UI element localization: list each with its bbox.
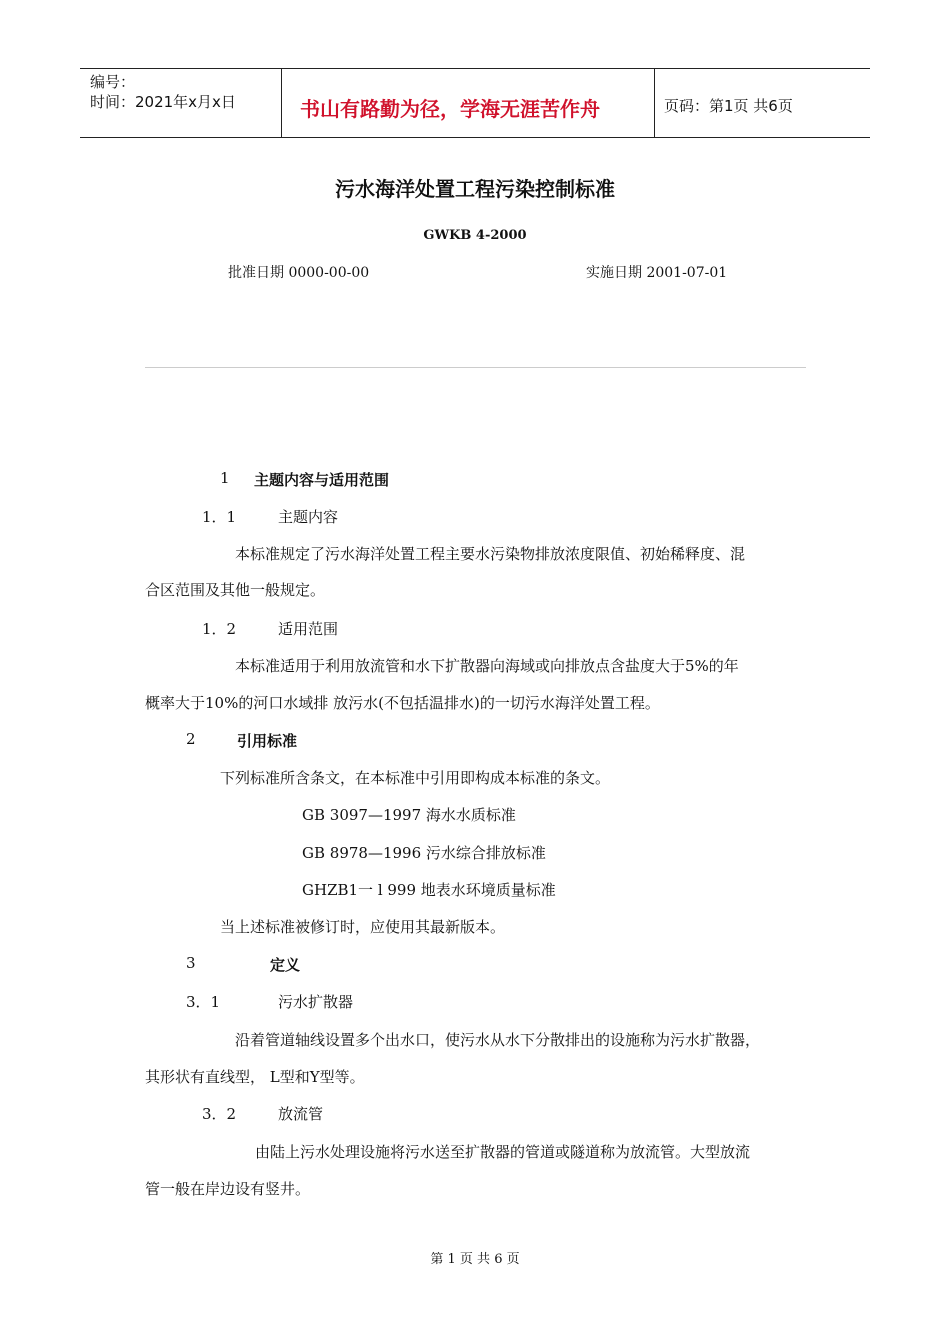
section-3-heading: 定义	[270, 956, 301, 974]
paragraph-line: 当上述标准被修订时，应使用其最新版本。	[220, 918, 506, 936]
header-page-info: 页码：第1页 共6页	[664, 97, 793, 115]
paragraph-line: 下列标准所含条文，在本标准中引用即构成本标准的条文。	[220, 769, 611, 787]
document-number-label: 编号：	[90, 73, 136, 91]
paragraph-line: 其形状有直线型， L型和Y型等。	[145, 1068, 365, 1086]
approve-date: 批准日期 0000-00-00	[228, 265, 370, 281]
section-1-heading: 主题内容与适用范围	[254, 471, 390, 489]
section-1-2-heading: 适用范围	[278, 620, 339, 638]
paragraph-line: 管一般在岸边设有竖井。	[145, 1180, 311, 1198]
section-3-2-number: 3．2	[202, 1105, 237, 1123]
section-1-number: 1	[220, 469, 230, 487]
page-footer: 第 1 页 共 6 页	[430, 1252, 520, 1267]
document-title: 污水海洋处置工程污染控制标准	[335, 177, 615, 201]
document-code: GWKB 4-2000	[423, 228, 527, 243]
section-1-1-heading: 主题内容	[278, 508, 339, 526]
page-header-box	[80, 68, 870, 138]
section-2-heading: 引用标准	[237, 732, 298, 750]
header-motto: 书山有路勤为径，学海无涯苦作舟	[300, 97, 600, 121]
section-3-number: 3	[186, 954, 196, 972]
header-divider	[654, 69, 655, 137]
section-3-2-heading: 放流管	[278, 1105, 324, 1123]
section-3-1-number: 3．1	[186, 993, 221, 1011]
section-1-2-number: 1．2	[202, 620, 237, 638]
reference-standard: GB 8978—1996 污水综合排放标准	[302, 844, 546, 862]
paragraph-line: 本标准适用于利用放流管和水下扩散器向海域或向排放点含盐度大于5%的年	[235, 657, 739, 675]
reference-standard: GHZB1一 l 999 地表水环境质量标准	[302, 881, 556, 899]
header-meta	[90, 72, 236, 112]
paragraph-line: 由陆上污水处理设施将污水送至扩散器的管道或隧道称为放流管。大型放流	[255, 1143, 751, 1161]
paragraph-line: 概率大于10%的河口水域排 放污水(不包括温排水)的一切污水海洋处置工程。	[145, 694, 660, 712]
section-3-1-heading: 污水扩散器	[278, 993, 354, 1011]
paragraph-line: 合区范围及其他一般规定。	[145, 581, 326, 599]
effective-date: 实施日期 2001-07-01	[586, 265, 728, 281]
reference-standard: GB 3097—1997 海水水质标准	[302, 806, 516, 824]
paragraph-line: 本标准规定了污水海洋处置工程主要水污染物排放浓度限值、初始稀释度、混	[235, 545, 746, 563]
paragraph-line: 沿着管道轴线设置多个出水口，使污水从水下分散排出的设施称为污水扩散器，	[235, 1031, 761, 1049]
section-2-number: 2	[186, 730, 196, 748]
document-time-label: 时间：2021年x月x日	[90, 93, 236, 111]
section-1-1-number: 1．1	[202, 508, 237, 526]
header-divider	[281, 69, 282, 137]
divider-line	[145, 367, 806, 368]
